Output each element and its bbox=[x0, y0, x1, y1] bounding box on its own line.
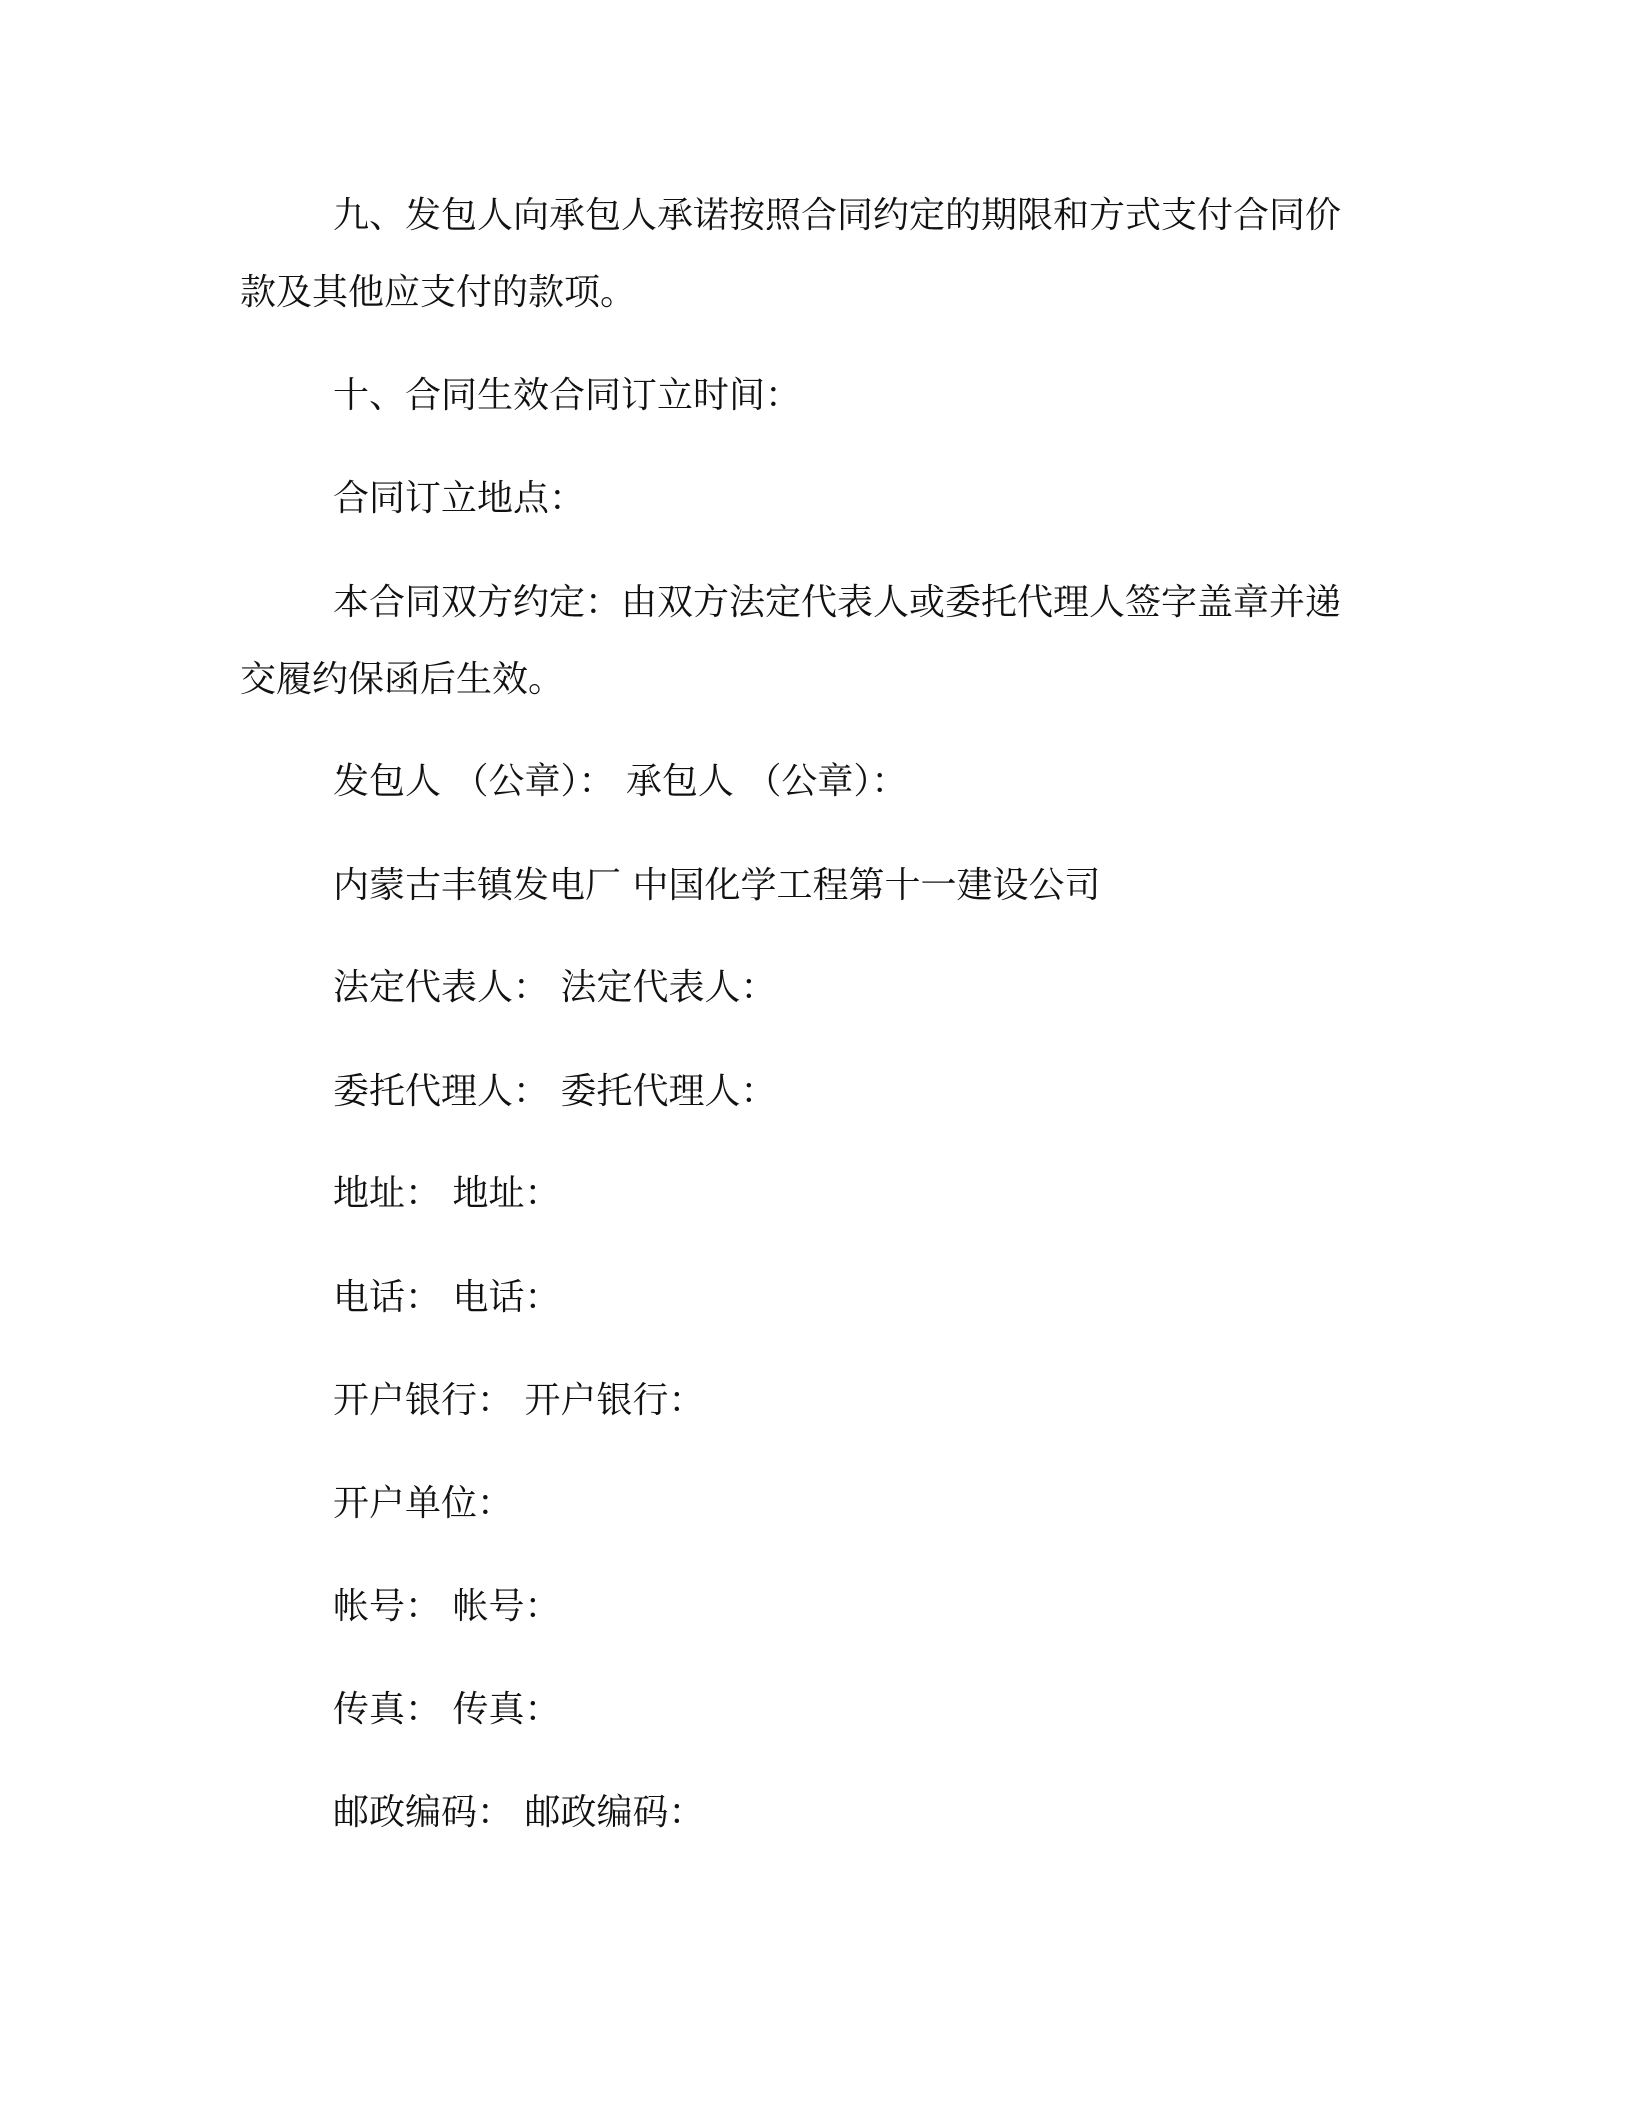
clause-9-line-1: 九、发包人向承包人承诺按照合同约定的期限和方式支付合同价 bbox=[333, 195, 1342, 236]
clause-9-line-2: 款及其他应支付的款项。 bbox=[240, 272, 637, 313]
address: 地址： 地址： bbox=[333, 1173, 561, 1214]
agreement-line-1: 本合同双方约定：由双方法定代表人或委托代理人签字盖章并递 bbox=[333, 582, 1342, 623]
bank: 开户银行： 开户银行： bbox=[333, 1380, 705, 1421]
legal-representative: 法定代表人： 法定代表人： bbox=[333, 967, 777, 1008]
fax: 传真： 传真： bbox=[333, 1689, 561, 1730]
authorized-agent: 委托代理人： 委托代理人： bbox=[333, 1071, 777, 1112]
signing-place: 合同订立地点： bbox=[333, 478, 586, 519]
party-seals: 发包人 （公章）： 承包人 （公章）： bbox=[333, 761, 908, 802]
clause-10-heading: 十、合同生效合同订立时间： bbox=[333, 375, 802, 416]
party-names: 内蒙古丰镇发电厂 中国化学工程第十一建设公司 bbox=[333, 865, 1101, 906]
telephone: 电话： 电话： bbox=[333, 1277, 561, 1318]
agreement-line-2: 交履约保函后生效。 bbox=[240, 659, 565, 700]
account-number: 帐号： 帐号： bbox=[333, 1586, 561, 1627]
account-unit: 开户单位： bbox=[333, 1483, 514, 1524]
postal-code: 邮政编码： 邮政编码： bbox=[333, 1792, 705, 1833]
